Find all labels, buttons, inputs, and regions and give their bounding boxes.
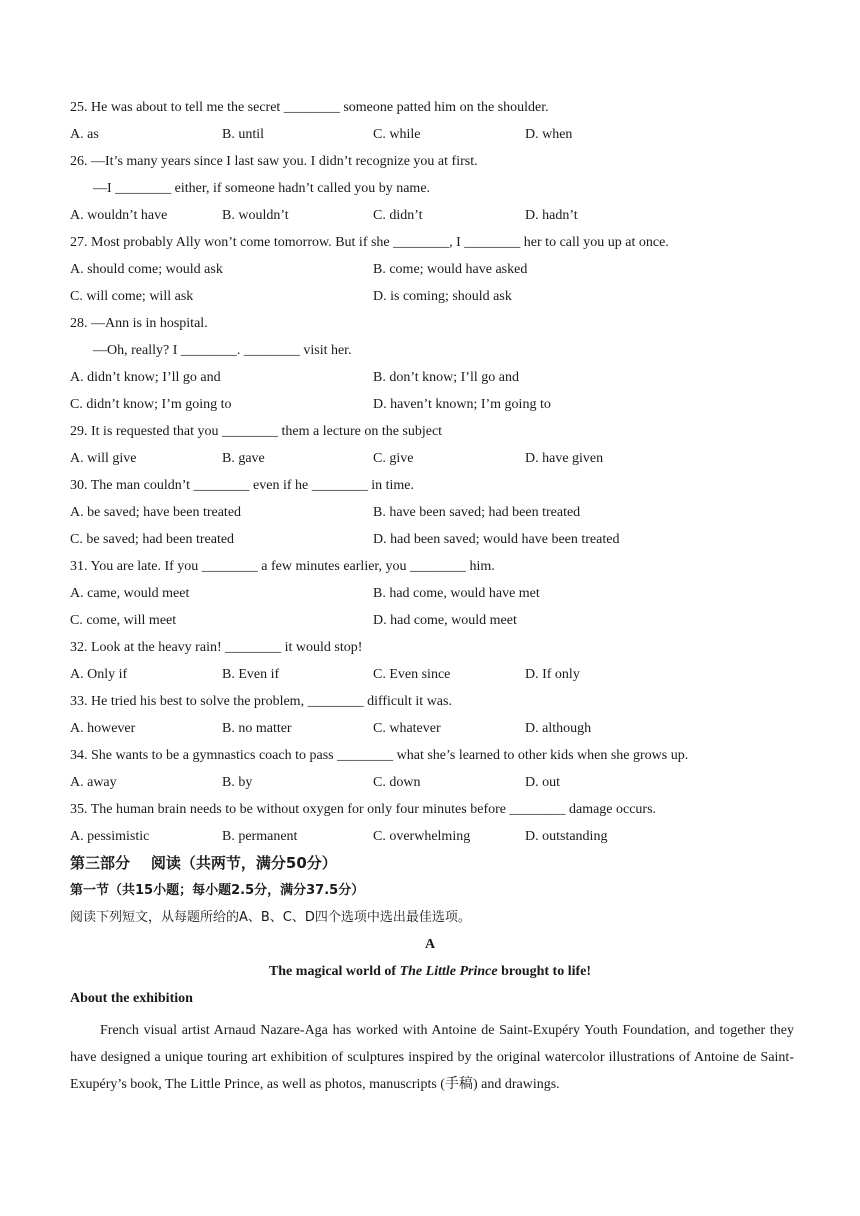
option-c: C. be saved; had been treated — [70, 532, 235, 547]
question-35-stem: 35. The human brain needs to be without oxygen for only four minutes before ________ damage occurs. — [70, 802, 657, 817]
question-27-stem: 27. Most probably Ally won’t come tomorrow. But if she ________, I ________ her to call you up at once. — [70, 235, 669, 250]
question-26-reply: —I ________ either, if someone hadn’t called you by name. — [93, 181, 431, 196]
question-30-options-row1 — [70, 504, 794, 522]
option-c: C. down — [373, 775, 421, 790]
section1-heading: 第一节（共15小题；每小题2.5分，满分37.5分） — [70, 883, 365, 898]
question-29-stem: 29. It is requested that you ________ them a lecture on the subject — [70, 424, 443, 439]
question-26-options — [70, 207, 794, 225]
question-34-stem: 34. She wants to be a gymnastics coach to pass ________ what she’s learned to other kids when she grows up. — [70, 748, 689, 763]
option-d: D. is coming; should ask — [373, 289, 512, 304]
question-25-options — [70, 126, 794, 144]
question-29-options — [70, 450, 794, 468]
option-b: B. don’t know; I’ll go and — [373, 370, 519, 385]
option-c: C. didn’t know; I’m going to — [70, 397, 232, 412]
passage-title-book: The Little Prince — [399, 964, 498, 979]
option-c: C. didn’t — [373, 208, 423, 223]
option-a: A. didn’t know; I’ll go and — [70, 370, 221, 385]
option-b: B. wouldn’t — [222, 208, 289, 223]
option-b: B. have been saved; had been treated — [373, 505, 581, 520]
option-a: A. came, would meet — [70, 586, 190, 601]
option-c: C. come, will meet — [70, 613, 177, 628]
passage-title — [70, 963, 790, 981]
option-c: C. overwhelming — [373, 829, 471, 844]
option-b: B. permanent — [222, 829, 298, 844]
question-28-stem: 28. —Ann is in hospital. — [70, 316, 208, 331]
option-b: B. until — [222, 127, 265, 142]
option-a: A. however — [70, 721, 136, 736]
option-a: A. away — [70, 775, 117, 790]
option-d: D. have given — [525, 451, 604, 466]
option-c: C. give — [373, 451, 414, 466]
option-b: B. come; would have asked — [373, 262, 528, 277]
question-25-stem: 25. He was about to tell me the secret ________ someone patted him on the shoulder. — [70, 100, 549, 115]
option-b: B. by — [222, 775, 253, 790]
question-27-options-row2 — [70, 288, 794, 306]
option-a: A. as — [70, 127, 99, 142]
option-a: A. wouldn’t have — [70, 208, 168, 223]
question-30-stem: 30. The man couldn’t ________ even if he ________ in time. — [70, 478, 414, 493]
option-d: D. outstanding — [525, 829, 608, 844]
question-34-options — [70, 774, 794, 792]
reading-instruction: 阅读下列短文，从每题所给的A、B、C、D四个选项中选出最佳选项。 — [70, 910, 471, 925]
option-d: D. when — [525, 127, 573, 142]
option-b: B. no matter — [222, 721, 292, 736]
option-a: A. pessimistic — [70, 829, 150, 844]
question-31-options-row2 — [70, 612, 794, 630]
option-d: D. had come, would meet — [373, 613, 517, 628]
question-28-reply: —Oh, really? I ________. ________ visit her. — [93, 343, 352, 358]
option-c: C. while — [373, 127, 421, 142]
question-31-options-row1 — [70, 585, 794, 603]
option-d: D. haven’t known; I’m going to — [373, 397, 551, 412]
question-28-options-row2 — [70, 396, 794, 414]
option-d: D. out — [525, 775, 560, 790]
question-28-options-row1 — [70, 369, 794, 387]
option-d: D. although — [525, 721, 592, 736]
question-31-stem: 31. You are late. If you ________ a few minutes earlier, you ________ him. — [70, 559, 495, 574]
passage-letter: A — [424, 937, 436, 952]
option-d: D. had been saved; would have been treated — [373, 532, 620, 547]
option-a: A. will give — [70, 451, 137, 466]
option-c: C. whatever — [373, 721, 441, 736]
passage-paragraph: French visual artist Arnaud Nazare-Aga has worked with Antoine de Saint-Exupéry Youth Foundation, and together they have designed a unique touring art exhibition of sculptures inspired by the original watercolor illustrations of Antoine de Saint-Exupéry’s book, The Little Prince, as well as photos, manuscripts (手稿) and drawings. — [70, 1023, 794, 1092]
option-a: A. be saved; have been treated — [70, 505, 242, 520]
option-a: A. Only if — [70, 667, 128, 682]
option-b: B. Even if — [222, 667, 280, 682]
option-b: B. gave — [222, 451, 265, 466]
option-b: B. had come, would have met — [373, 586, 540, 601]
part3-heading: 第三部分 阅读（共两节，满分50分） — [70, 854, 337, 872]
option-d: D. hadn’t — [525, 208, 578, 223]
passage-subheading: About the exhibition — [70, 991, 193, 1006]
option-c: C. will come; will ask — [70, 289, 194, 304]
question-32-stem: 32. Look at the heavy rain! ________ it would stop! — [70, 640, 363, 655]
question-33-stem: 33. He tried his best to solve the problem, ________ difficult it was. — [70, 694, 452, 709]
option-a: A. should come; would ask — [70, 262, 223, 277]
passage-title-post: brought to life! — [497, 964, 592, 979]
passage-title-pre: The magical world of — [268, 964, 400, 979]
question-33-options — [70, 720, 794, 738]
question-35-options — [70, 828, 794, 846]
option-c: C. Even since — [373, 667, 451, 682]
question-30-options-row2 — [70, 531, 794, 549]
question-27-options-row1 — [70, 261, 794, 279]
option-d: D. If only — [525, 667, 580, 682]
question-32-options — [70, 666, 794, 684]
question-26-stem: 26. —It’s many years since I last saw you. I didn’t recognize you at first. — [70, 154, 478, 169]
